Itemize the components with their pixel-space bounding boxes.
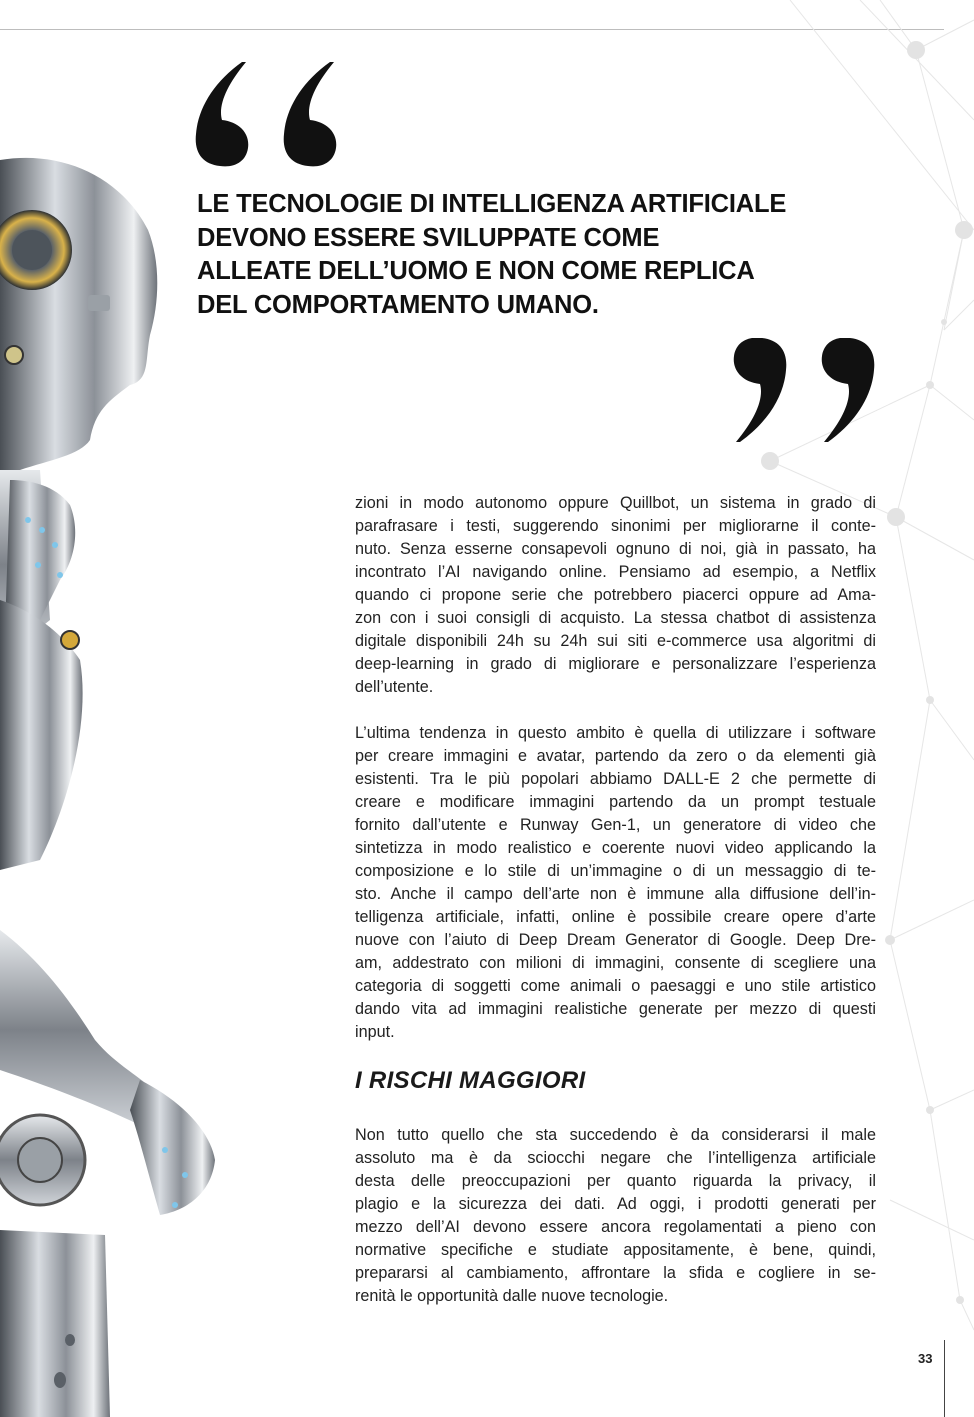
pull-quote xyxy=(197,188,837,322)
text-line: sintetizza in modo realistico e coerente nuovi video applicando la xyxy=(355,839,876,857)
text-line: zon con i suoi consigli di acquisto. La stessa chatbot di assistenza xyxy=(355,609,876,627)
section-heading: I RISCHI MAGGIORI xyxy=(355,1067,586,1094)
text-line: renità le opportunità dalle nuove tecnologie. xyxy=(355,1287,669,1305)
text-line: composizione e lo stile di un’immagine o di un messaggio di te- xyxy=(355,862,876,880)
text-line: normative specifiche e studiate appositamente, è bene, quindi, xyxy=(355,1241,876,1259)
text-line: per creare immagini e avatar, partendo da zero o da elementi già xyxy=(355,747,876,765)
text-line: desta delle preoccupazioni per quanto riguarda la privacy, il xyxy=(355,1172,876,1190)
text-line: quando ci propone serie che potrebbero piacerci oppure ad Ama- xyxy=(355,586,876,604)
page-number-rule xyxy=(944,1340,945,1417)
text-line: input. xyxy=(355,1023,395,1041)
text-line: mezzo dell’AI devono essere ancora regolamentati a pieno con xyxy=(355,1218,876,1236)
text-line: L’ultima tendenza in questo ambito è quella di utilizzare i software xyxy=(355,724,876,742)
paragraph-3 xyxy=(355,1124,876,1308)
text-line: nuto. Senza esserne consapevoli ognuno di noi, già in passato, ha xyxy=(355,540,876,558)
text-line: fornito dall’utente e Runway Gen-1, un generatore di video che xyxy=(355,816,876,834)
text-line: sto. Anche il campo dell’arte non è immune alla diffusione dell’in- xyxy=(355,885,876,903)
text-line: categoria di soggetti come animali o paesaggi e uno stile artistico xyxy=(355,977,876,995)
text-line: esistenti. Tra le più popolari abbiamo DALL-E 2 che permette di xyxy=(355,770,876,788)
pull-quote-line: ALLEATE DELL’UOMO E NON COME REPLICA xyxy=(197,257,755,285)
open-quote-icon xyxy=(192,58,342,170)
paragraph-1 xyxy=(355,492,876,699)
text-line: assoluto ma è da sciocchi negare che l’intelligenza artificiale xyxy=(355,1149,876,1167)
text-line: plagio e la sicurezza dei dati. Ad oggi, i prodotti generati per xyxy=(355,1195,876,1213)
text-line: telligenza artificiale, infatti, online è possibile creare opere d’arte xyxy=(355,908,876,926)
page-number: 33 xyxy=(918,1351,933,1366)
text-line: zioni in modo autonomo oppure Quillbot, un sistema in grado di xyxy=(355,494,876,512)
text-line: prepararsi al cambiamento, affrontare la sfida e cogliere in se- xyxy=(355,1264,876,1282)
text-line: Non tutto quello che sta succedendo è da considerarsi il male xyxy=(355,1126,876,1144)
text-line: deep-learning in grado di migliorare e personalizzare l’esperienza xyxy=(355,655,876,673)
text-line: dando vita ad immagini realistiche generate per mezzo di questi xyxy=(355,1000,876,1018)
paragraph-2 xyxy=(355,722,876,1044)
text-line: creare e modificare immagini partendo da un prompt testuale xyxy=(355,793,876,811)
pull-quote-line: LE TECNOLOGIE DI INTELLIGENZA ARTIFICIALE xyxy=(197,190,787,218)
text-line: parafrasare i testi, suggerendo sinonimi per migliorarne il conte- xyxy=(355,517,876,535)
text-line: digitale disponibili 24h su 24h sui siti e-commerce usa algoritmi di xyxy=(355,632,876,650)
text-line: incontrato l’AI navigando online. Pensiamo ad esempio, a Netflix xyxy=(355,563,876,581)
text-line: am, addestrato con milioni di immagini, consente di scegliere una xyxy=(355,954,876,972)
text-line: nuove con l’aiuto di Deep Dream Generator di Google. Deep Dre- xyxy=(355,931,876,949)
close-quote-icon xyxy=(732,338,882,450)
robot-illustration xyxy=(0,0,230,1417)
pull-quote-line: DEL COMPORTAMENTO UMANO. xyxy=(197,290,599,319)
pull-quote-line: DEVONO ESSERE SVILUPPATE COME xyxy=(197,223,660,252)
text-line: dell’utente. xyxy=(355,678,434,696)
